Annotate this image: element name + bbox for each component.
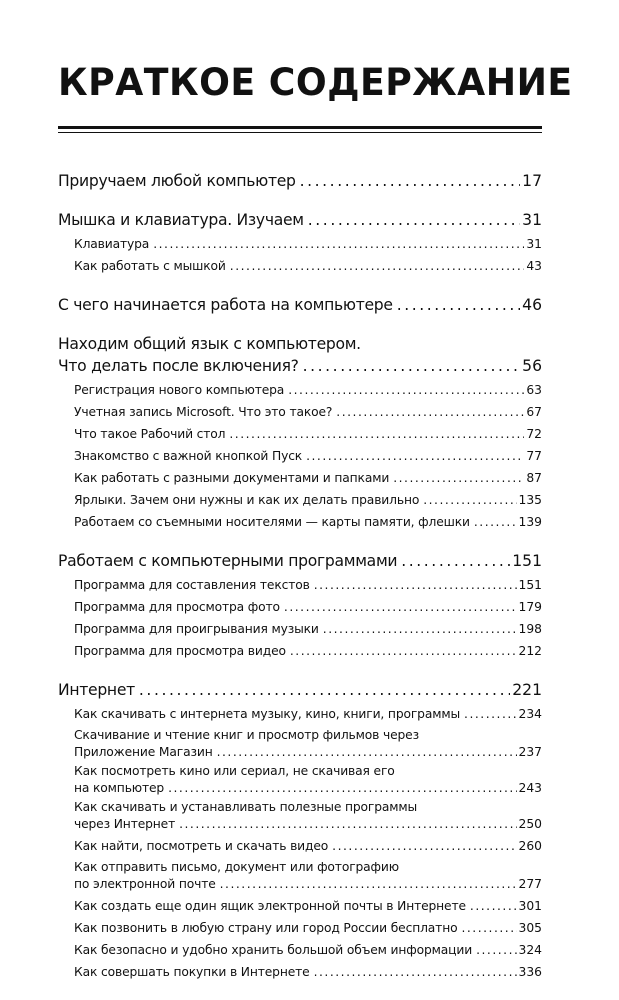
page-number: 250 bbox=[518, 817, 542, 831]
table-of-contents bbox=[58, 170, 542, 1000]
subsection-title: Учетная запись Microsoft. Что это такое? bbox=[74, 405, 333, 419]
chapter-title-line1[interactable]: Находим общий язык с компьютером. bbox=[58, 335, 361, 353]
subsection-title: Приложение Магазин bbox=[74, 745, 213, 759]
subsection-title: Как создать еще один ящик электронной почты в Интернете bbox=[74, 899, 466, 913]
chapter-title: Мышка и клавиатура. Изучаем bbox=[58, 211, 304, 229]
subsection-title: Как позвонить в любую страну или город России бесплатно bbox=[74, 921, 458, 935]
page-number: 151 bbox=[512, 552, 542, 570]
title-rule-thick bbox=[58, 126, 542, 129]
toc-subsection-entry[interactable] bbox=[74, 895, 542, 917]
dot-leader bbox=[397, 294, 520, 316]
subsection-title: Как работать с мышкой bbox=[74, 259, 226, 273]
dot-leader bbox=[229, 423, 524, 445]
toc-subsection-entry[interactable] bbox=[74, 467, 542, 489]
dot-leader bbox=[288, 379, 524, 401]
page-number: 63 bbox=[526, 383, 542, 397]
toc-subsection-entry[interactable] bbox=[74, 618, 542, 640]
toc-chapter-entry[interactable] bbox=[58, 679, 542, 701]
subsection-title-line1: Как скачивать и устанавливать полезные программы bbox=[74, 800, 418, 814]
toc-chapter-entry[interactable] bbox=[58, 209, 542, 231]
page-number: 139 bbox=[518, 515, 542, 529]
chapter-title: Что делать после включения? bbox=[58, 357, 299, 375]
toc-chapter-entry[interactable] bbox=[58, 550, 542, 572]
page-number: 56 bbox=[522, 357, 542, 375]
toc-subsection-entry[interactable] bbox=[74, 961, 542, 983]
subsection-title-line2 bbox=[74, 816, 542, 833]
subsection-title: Как совершать покупки в Интернете bbox=[74, 965, 310, 979]
page-number: 31 bbox=[522, 211, 542, 229]
dot-leader bbox=[336, 401, 524, 423]
toc-subsection-entry[interactable] bbox=[74, 799, 542, 833]
dot-leader bbox=[423, 489, 516, 511]
page-number: 46 bbox=[522, 296, 542, 314]
subsection-title-line2 bbox=[74, 780, 542, 797]
subsection-list bbox=[58, 703, 542, 983]
page-number: 43 bbox=[526, 259, 542, 273]
dot-leader bbox=[153, 233, 524, 255]
subsection-title: Как безопасно и удобно хранить большой объем информации bbox=[74, 943, 473, 957]
dot-leader bbox=[284, 596, 517, 618]
dot-leader bbox=[220, 876, 517, 893]
toc-subsection-entry[interactable] bbox=[74, 703, 542, 725]
toc-chapter-entry[interactable] bbox=[58, 170, 542, 192]
subsection-title: Как скачивать с интернета музыку, кино, книги, программы bbox=[74, 707, 461, 721]
subsection-list bbox=[58, 574, 542, 662]
toc-subsection-entry[interactable] bbox=[74, 233, 542, 255]
subsection-title: на компьютер bbox=[74, 781, 165, 795]
page-number: 179 bbox=[518, 600, 542, 614]
toc-subsection-entry[interactable] bbox=[74, 379, 542, 401]
dot-leader bbox=[139, 679, 510, 701]
chapter-title: Приручаем любой компьютер bbox=[58, 172, 296, 190]
toc-subsection-entry[interactable] bbox=[74, 859, 542, 893]
chapter-title: Интернет bbox=[58, 681, 135, 699]
toc-subsection-entry[interactable] bbox=[74, 574, 542, 596]
page-title: КРАТКОЕ СОДЕРЖАНИЕ bbox=[58, 61, 573, 104]
dot-leader bbox=[470, 895, 517, 917]
chapter-title: Работаем с компьютерными программами bbox=[58, 552, 398, 570]
dot-leader bbox=[393, 467, 524, 489]
subsection-title: Программа для просмотра фото bbox=[74, 600, 280, 614]
page-number: 67 bbox=[526, 405, 542, 419]
dot-leader bbox=[314, 574, 517, 596]
toc-subsection-entry[interactable] bbox=[74, 763, 542, 797]
dot-leader bbox=[306, 445, 524, 467]
dot-leader bbox=[323, 618, 517, 640]
toc-section bbox=[58, 209, 542, 277]
page-number: 243 bbox=[518, 781, 542, 795]
page-number: 301 bbox=[518, 899, 542, 913]
page-number: 212 bbox=[518, 644, 542, 658]
page-number: 277 bbox=[518, 877, 542, 891]
subsection-title: Как работать с разными документами и папками bbox=[74, 471, 390, 485]
toc-section bbox=[58, 294, 542, 316]
toc-subsection-entry[interactable] bbox=[74, 727, 542, 761]
toc-subsection-entry[interactable] bbox=[74, 835, 542, 857]
toc-subsection-entry[interactable] bbox=[74, 917, 542, 939]
toc-subsection-entry[interactable] bbox=[74, 401, 542, 423]
page-number: 72 bbox=[526, 427, 542, 441]
page-number: 87 bbox=[526, 471, 542, 485]
toc-subsection-entry[interactable] bbox=[74, 640, 542, 662]
toc-chapter-entry[interactable] bbox=[58, 355, 542, 377]
dot-leader bbox=[476, 939, 516, 961]
subsection-title: Как найти, посмотреть и скачать видео bbox=[74, 839, 329, 853]
page-number: 336 bbox=[518, 965, 542, 979]
subsection-title: Что такое Рабочий стол bbox=[74, 427, 226, 441]
toc-subsection-entry[interactable] bbox=[74, 511, 542, 533]
dot-leader bbox=[300, 170, 521, 192]
subsection-list bbox=[58, 233, 542, 277]
dot-leader bbox=[290, 640, 517, 662]
subsection-title: Регистрация нового компьютера bbox=[74, 383, 285, 397]
subsection-title-line2 bbox=[74, 744, 542, 761]
page-number: 135 bbox=[518, 493, 542, 507]
dot-leader bbox=[461, 917, 516, 939]
toc-section bbox=[58, 679, 542, 983]
subsection-title: Программа для просмотра видео bbox=[74, 644, 286, 658]
toc-subsection-entry[interactable] bbox=[74, 596, 542, 618]
dot-leader bbox=[464, 703, 516, 725]
dot-leader bbox=[303, 355, 521, 377]
subsection-title: Клавиатура bbox=[74, 237, 150, 251]
subsection-title-line1: Как посмотреть кино или сериал, не скачивая его bbox=[74, 764, 395, 778]
dot-leader bbox=[308, 209, 520, 231]
page-number: 17 bbox=[522, 172, 542, 190]
page-number: 305 bbox=[518, 921, 542, 935]
dot-leader bbox=[230, 255, 525, 277]
page-number: 221 bbox=[512, 681, 542, 699]
page-number: 324 bbox=[518, 943, 542, 957]
toc-subsection-entry[interactable] bbox=[74, 445, 542, 467]
toc-subsection-entry[interactable] bbox=[74, 423, 542, 445]
dot-leader bbox=[332, 835, 516, 857]
toc-chapter-entry[interactable] bbox=[58, 294, 542, 316]
page-number: 77 bbox=[526, 449, 542, 463]
subsection-title: Работаем со съемными носителями — карты памяти, флешки bbox=[74, 515, 470, 529]
page-number: 31 bbox=[526, 237, 542, 251]
page-number: 151 bbox=[518, 578, 542, 592]
dot-leader bbox=[474, 511, 517, 533]
subsection-title: Ярлыки. Зачем они нужны и как их делать правильно bbox=[74, 493, 420, 507]
dot-leader bbox=[401, 550, 510, 572]
subsection-title-line1: Как отправить письмо, документ или фотографию bbox=[74, 860, 399, 874]
chapter-title: С чего начинается работа на компьютере bbox=[58, 296, 393, 314]
dot-leader bbox=[168, 780, 516, 797]
subsection-title-line1: Скачивание и чтение книг и просмотр фильмов через bbox=[74, 728, 419, 742]
page-number: 198 bbox=[518, 622, 542, 636]
toc-section bbox=[58, 550, 542, 662]
subsection-title: Программа для составления текстов bbox=[74, 578, 310, 592]
page-number: 260 bbox=[518, 839, 542, 853]
title-rule-thin bbox=[58, 132, 542, 133]
toc-subsection-entry[interactable] bbox=[74, 489, 542, 511]
page-number: 237 bbox=[518, 745, 542, 759]
subsection-title: через Интернет bbox=[74, 817, 176, 831]
subsection-title-line2 bbox=[74, 876, 542, 893]
dot-leader bbox=[314, 961, 517, 983]
dot-leader bbox=[217, 744, 517, 761]
toc-section bbox=[58, 170, 542, 192]
toc-subsection-entry[interactable] bbox=[74, 939, 542, 961]
toc-subsection-entry[interactable] bbox=[74, 255, 542, 277]
subsection-title: по электронной почте bbox=[74, 877, 216, 891]
dot-leader bbox=[179, 816, 516, 833]
subsection-title: Программа для проигрывания музыки bbox=[74, 622, 319, 636]
subsection-title: Знакомство с важной кнопкой Пуск bbox=[74, 449, 303, 463]
subsection-list bbox=[58, 379, 542, 533]
toc-section bbox=[58, 333, 542, 533]
page-number: 234 bbox=[518, 707, 542, 721]
